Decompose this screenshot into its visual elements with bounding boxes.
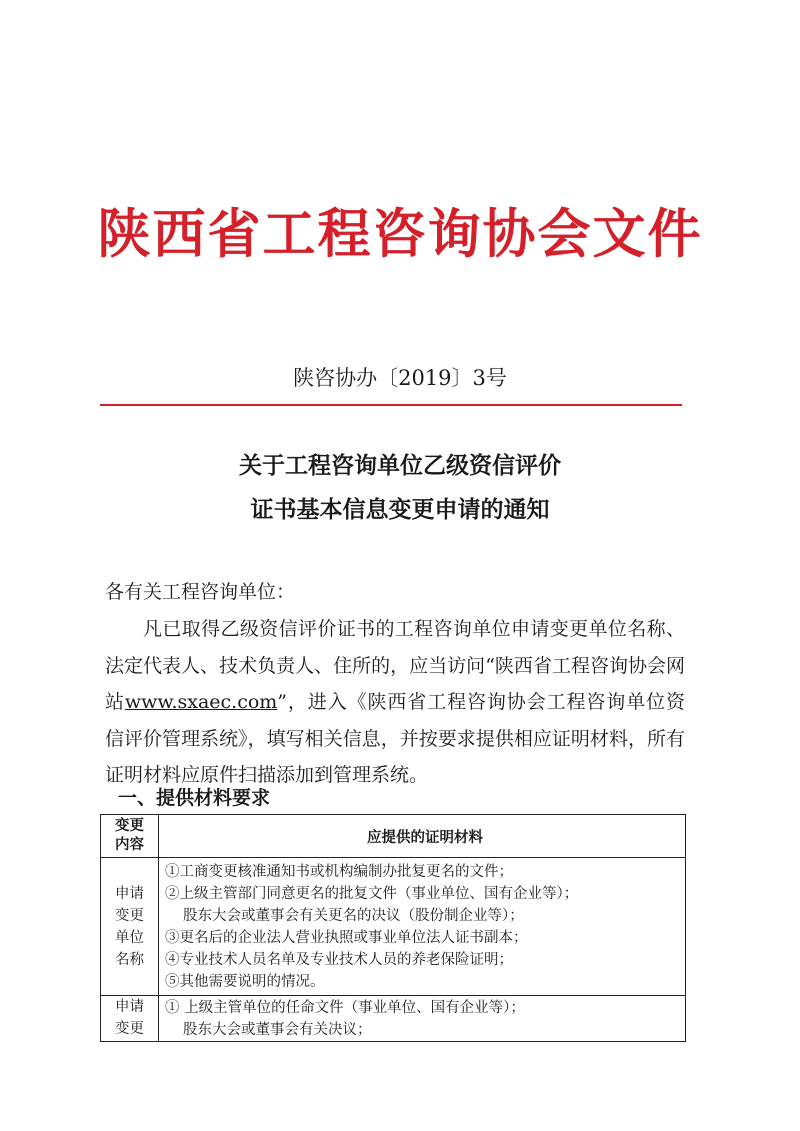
list-item: ① 上级主管单位的任命文件（事业单位、国有企业等）； — [165, 1000, 525, 1016]
notice-title-line-1: 关于工程咨询单位乙级资信评价 — [239, 453, 561, 479]
list-item: ②上级主管部门同意更名的批复文件（事业单位、国有企业等）； — [165, 885, 579, 902]
section-heading-materials: 一、提供材料要求 — [118, 787, 271, 809]
table-row — [101, 858, 686, 996]
table-header-row — [101, 815, 686, 858]
body-text-part-2: ”，进入《陕西省工程咨询协会工程咨询单位资信评价管理系统》，填写相关信息，并按要求提供相应证明材料，所有证明材料应原件扫描添加到管理系统。 — [105, 691, 685, 786]
website-link[interactable]: www.sxaec.com — [124, 691, 278, 713]
document-number: 陕咨协办〔2019〕3号 — [293, 366, 507, 390]
list-item: ①工商变更核准通知书或机构编制办批复更名的文件； — [165, 863, 513, 880]
list-item: ④专业技术人员名单及专业技术人员的养老保险证明； — [165, 951, 513, 968]
row-materials-name-change — [159, 858, 686, 996]
salutation: 各有关工程咨询单位： — [105, 581, 296, 603]
red-header-title: 陕西省工程咨询协会文件 — [97, 204, 703, 265]
table-row — [101, 996, 686, 1042]
row-label-name-change: 申请 变更 单位 名称 — [101, 858, 159, 996]
red-divider — [100, 404, 682, 406]
materials-table — [100, 814, 686, 1042]
notice-title-line-2: 证书基本信息变更申请的通知 — [250, 497, 550, 523]
row-materials-second-change — [159, 996, 686, 1042]
list-item: 股东大会或董事会有关更名的决议（股份制企业等）； — [183, 907, 524, 924]
header-required-materials: 应提供的证明材料 — [159, 815, 686, 858]
list-item: 股东大会或董事会有关决议； — [183, 1022, 372, 1038]
header-change-type: 变更 内容 — [101, 815, 159, 858]
body-paragraph — [105, 611, 685, 794]
list-item: ③更名后的企业法人营业执照或事业单位法人证书副本； — [165, 929, 528, 946]
body-text-part-1: 凡已取得乙级资信评价证书的工程咨询单位申请变更单位名称、法定代表人、技术负责人、住所的，应当访问“陕西省工程咨询协会网站 — [105, 618, 685, 713]
list-item: ⑤其他需要说明的情况。 — [165, 973, 325, 990]
row-label-second-change: 申请 变更 — [101, 996, 159, 1042]
